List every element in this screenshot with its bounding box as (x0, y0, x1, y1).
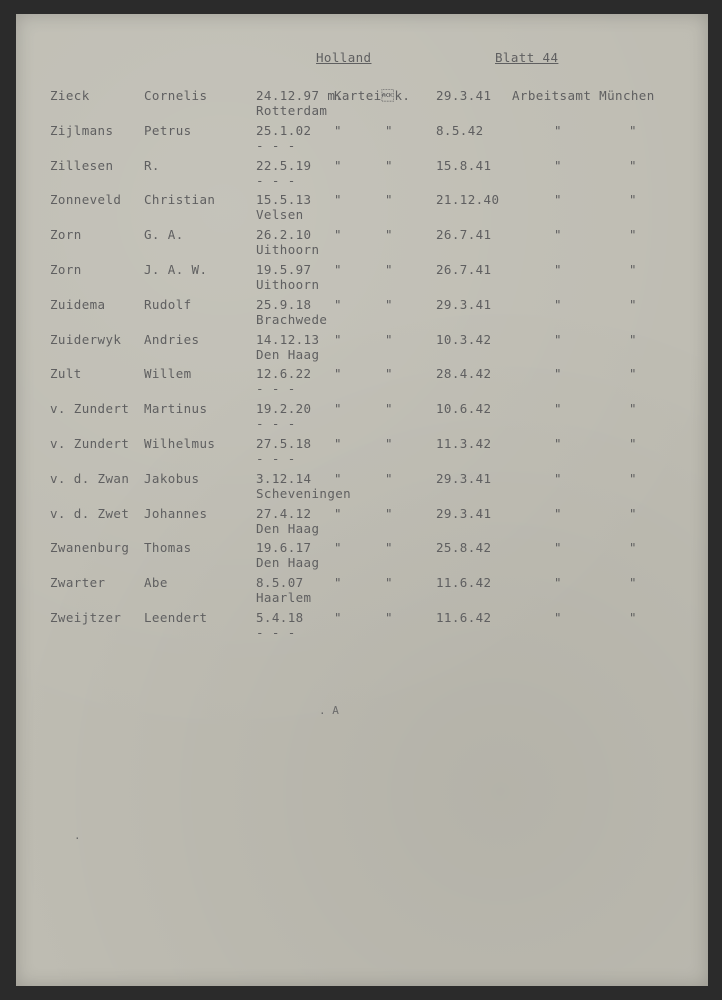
ditto-mark: " (334, 296, 342, 312)
ditto-mark: " (629, 366, 637, 382)
surname-cell: Zorn (50, 262, 82, 277)
birth-place-cell: - - - (256, 625, 296, 640)
ditto-mark: " (629, 122, 637, 138)
birth-date-cell: 19.2.20 (256, 401, 312, 417)
ditto-mark: " (385, 505, 393, 521)
country-heading: Holland (316, 50, 372, 65)
ditto-mark: " (629, 436, 637, 451)
first-name-cell: Christian (144, 192, 216, 208)
entry-date-cell: 28.4.42 (436, 366, 492, 382)
surname-cell: Zweijtzer (50, 610, 122, 625)
birth-place-cell: Den Haag (256, 346, 320, 362)
ditto-mark: " (334, 470, 342, 486)
registry-row (16, 227, 708, 261)
birth-place-cell: Brachwede (256, 311, 328, 327)
ditto-mark: " (554, 192, 562, 208)
surname-cell: v. Zundert (50, 401, 130, 417)
entry-date-cell: 10.3.42 (436, 331, 492, 347)
ditto-mark: " (554, 227, 562, 243)
ditto-mark: " (554, 575, 562, 591)
birth-date-cell: 12.6.22 (256, 366, 312, 382)
birth-place-cell: Den Haag (256, 520, 320, 536)
surname-cell: Zwarter (50, 575, 106, 591)
first-name-cell: Johannes (144, 505, 208, 521)
ditto-mark: " (385, 227, 393, 243)
birth-place-cell: Velsen (256, 207, 304, 223)
ditto-mark: " (554, 470, 562, 486)
first-name-cell: Leendert (144, 610, 208, 625)
birth-place-cell: - - - (256, 416, 296, 432)
entry-date-cell: 11.6.42 (436, 610, 492, 625)
registry-row (16, 575, 708, 609)
ditto-mark: " (554, 262, 562, 277)
entry-date-cell: 26.7.41 (436, 227, 492, 243)
registry-row (16, 401, 708, 435)
first-name-cell: Willem (144, 366, 192, 382)
registry-row (16, 297, 708, 331)
birth-place-cell: Haarlem (256, 590, 312, 606)
document-sheet (16, 14, 708, 986)
ditto-mark: " (554, 436, 562, 451)
birth-date-cell: 24.12.97 m. (256, 88, 344, 103)
ditto-mark: " (554, 157, 562, 173)
ditto-mark: " (385, 262, 393, 277)
ditto-mark: " (629, 296, 637, 312)
birth-place-cell: Rotterdam (256, 103, 328, 118)
ditto-mark: " (385, 436, 393, 451)
first-name-cell: Cornelis (144, 88, 208, 103)
birth-place-cell: - - - (256, 451, 296, 466)
ditto-mark: " (554, 505, 562, 521)
entry-date-cell: 25.8.42 (436, 540, 492, 556)
ditto-mark: " (334, 505, 342, 521)
entry-date-cell: 29.3.41 (436, 470, 492, 486)
ditto-mark: " (629, 540, 637, 556)
ditto-mark: " (385, 122, 393, 138)
ditto-mark: " (629, 575, 637, 591)
surname-cell: Zieck (50, 88, 90, 103)
registry-row (16, 366, 708, 400)
first-name-cell: Rudolf (144, 296, 192, 312)
birth-place-cell: Uithoorn (256, 277, 320, 292)
birth-date-cell: 19.6.17 (256, 540, 312, 556)
first-name-cell: Andries (144, 331, 200, 347)
ditto-mark: " (629, 262, 637, 277)
ditto-mark: " (629, 192, 637, 208)
ditto-mark: " (554, 366, 562, 382)
birth-place-cell: Den Haag (256, 555, 320, 571)
surname-cell: v. d. Zwet (50, 505, 130, 521)
ditto-mark: " (385, 540, 393, 556)
ditto-mark: " (334, 192, 342, 208)
birth-place-cell: - - - (256, 381, 296, 397)
ditto-mark: " (385, 331, 393, 347)
first-name-cell: G. A. (144, 227, 184, 243)
ditto-mark: " (629, 227, 637, 243)
ditto-mark: " (385, 470, 393, 486)
paper-mark: . A (319, 704, 339, 717)
birth-place-cell: - - - (256, 172, 296, 188)
birth-date-cell: 27.5.18 (256, 436, 312, 451)
first-name-cell: Wilhelmus (144, 436, 216, 451)
birth-date-cell: 14.12.13 (256, 331, 320, 347)
entry-date-cell: 29.3.41 (436, 88, 492, 103)
entry-date-cell: 21.12.40 (436, 192, 500, 208)
birth-date-cell: 25.9.18 (256, 296, 312, 312)
ditto-mark: " (385, 296, 393, 312)
ditto-mark: " (385, 610, 393, 625)
birth-date-cell: 22.5.19 (256, 157, 312, 173)
surname-cell: Zult (50, 366, 82, 382)
first-name-cell: Martinus (144, 401, 208, 417)
surname-cell: Zorn (50, 227, 82, 243)
registry-row (16, 436, 708, 470)
entry-date-cell: 8.5.42 (436, 122, 484, 138)
surname-cell: Zuiderwyk (50, 331, 122, 347)
ditto-mark: " (554, 540, 562, 556)
ditto-mark: " (334, 436, 342, 451)
registry-row (16, 540, 708, 574)
surname-cell: Zonneveld (50, 192, 122, 208)
birth-date-cell: 3.12.14 (256, 470, 312, 486)
first-name-cell: Thomas (144, 540, 192, 556)
birth-place-cell: - - - (256, 137, 296, 153)
registry-row (16, 610, 708, 644)
entry-date-cell: 11.3.42 (436, 436, 492, 451)
ditto-mark: " (554, 401, 562, 417)
birth-date-cell: 15.5.13 (256, 192, 312, 208)
ditto-mark: " (334, 610, 342, 625)
registry-row (16, 88, 708, 122)
surname-cell: Zillesen (50, 157, 114, 173)
entry-date-cell: 29.3.41 (436, 505, 492, 521)
registry-row (16, 123, 708, 157)
registry-row (16, 192, 708, 226)
ditto-mark: " (385, 401, 393, 417)
registry-row (16, 506, 708, 540)
entry-date-cell: 15.8.41 (436, 157, 492, 173)
registry-row (16, 262, 708, 296)
ditto-mark: " (385, 192, 393, 208)
sheet-number: Blatt 44 (495, 50, 559, 65)
entry-date-cell: 29.3.41 (436, 296, 492, 312)
ditto-mark: " (334, 262, 342, 277)
ditto-mark: " (385, 366, 393, 382)
surname-cell: v. d. Zwan (50, 470, 130, 486)
birth-place-cell: Scheveningen (256, 485, 352, 501)
surname-cell: Zijlmans (50, 122, 114, 138)
ditto-mark: " (334, 122, 342, 138)
ditto-mark: " (629, 505, 637, 521)
birth-date-cell: 25.1.02 (256, 122, 312, 138)
entry-date-cell: 11.6.42 (436, 575, 492, 591)
office-cell: Arbeitsamt München (512, 88, 655, 103)
first-name-cell: R. (144, 157, 160, 173)
ditto-mark: " (629, 157, 637, 173)
ditto-mark: " (629, 610, 637, 625)
ditto-mark: " (629, 331, 637, 347)
first-name-cell: J. A. W. (144, 262, 208, 277)
birth-date-cell: 8.5.07 (256, 575, 304, 591)
entry-kind-cell: Karteik. (334, 88, 411, 103)
first-name-cell: Jakobus (144, 470, 200, 486)
ditto-mark: " (334, 331, 342, 347)
ditto-mark: " (334, 575, 342, 591)
first-name-cell: Abe (144, 575, 168, 591)
ditto-mark: " (385, 157, 393, 173)
ditto-mark: " (554, 331, 562, 347)
ditto-mark: " (334, 157, 342, 173)
ditto-mark: " (385, 575, 393, 591)
surname-cell: Zuidema (50, 296, 106, 312)
registry-row (16, 471, 708, 505)
ditto-mark: " (554, 296, 562, 312)
entry-date-cell: 10.6.42 (436, 401, 492, 417)
ditto-mark: " (334, 227, 342, 243)
ditto-mark: " (554, 610, 562, 625)
registry-row (16, 332, 708, 366)
registry-row (16, 158, 708, 192)
ditto-mark: " (334, 401, 342, 417)
birth-date-cell: 27.4.12 (256, 505, 312, 521)
first-name-cell: Petrus (144, 122, 192, 138)
ditto-mark: " (334, 540, 342, 556)
paper-speck: · (74, 832, 81, 845)
birth-date-cell: 26.2.10 (256, 227, 312, 243)
ditto-mark: " (554, 122, 562, 138)
ditto-mark: " (629, 470, 637, 486)
entry-date-cell: 26.7.41 (436, 262, 492, 277)
ditto-mark: " (334, 366, 342, 382)
birth-date-cell: 19.5.97 (256, 262, 312, 277)
surname-cell: v. Zundert (50, 436, 130, 451)
ditto-mark: " (629, 401, 637, 417)
birth-date-cell: 5.4.18 (256, 610, 304, 625)
birth-place-cell: Uithoorn (256, 242, 320, 258)
surname-cell: Zwanenburg (50, 540, 130, 556)
